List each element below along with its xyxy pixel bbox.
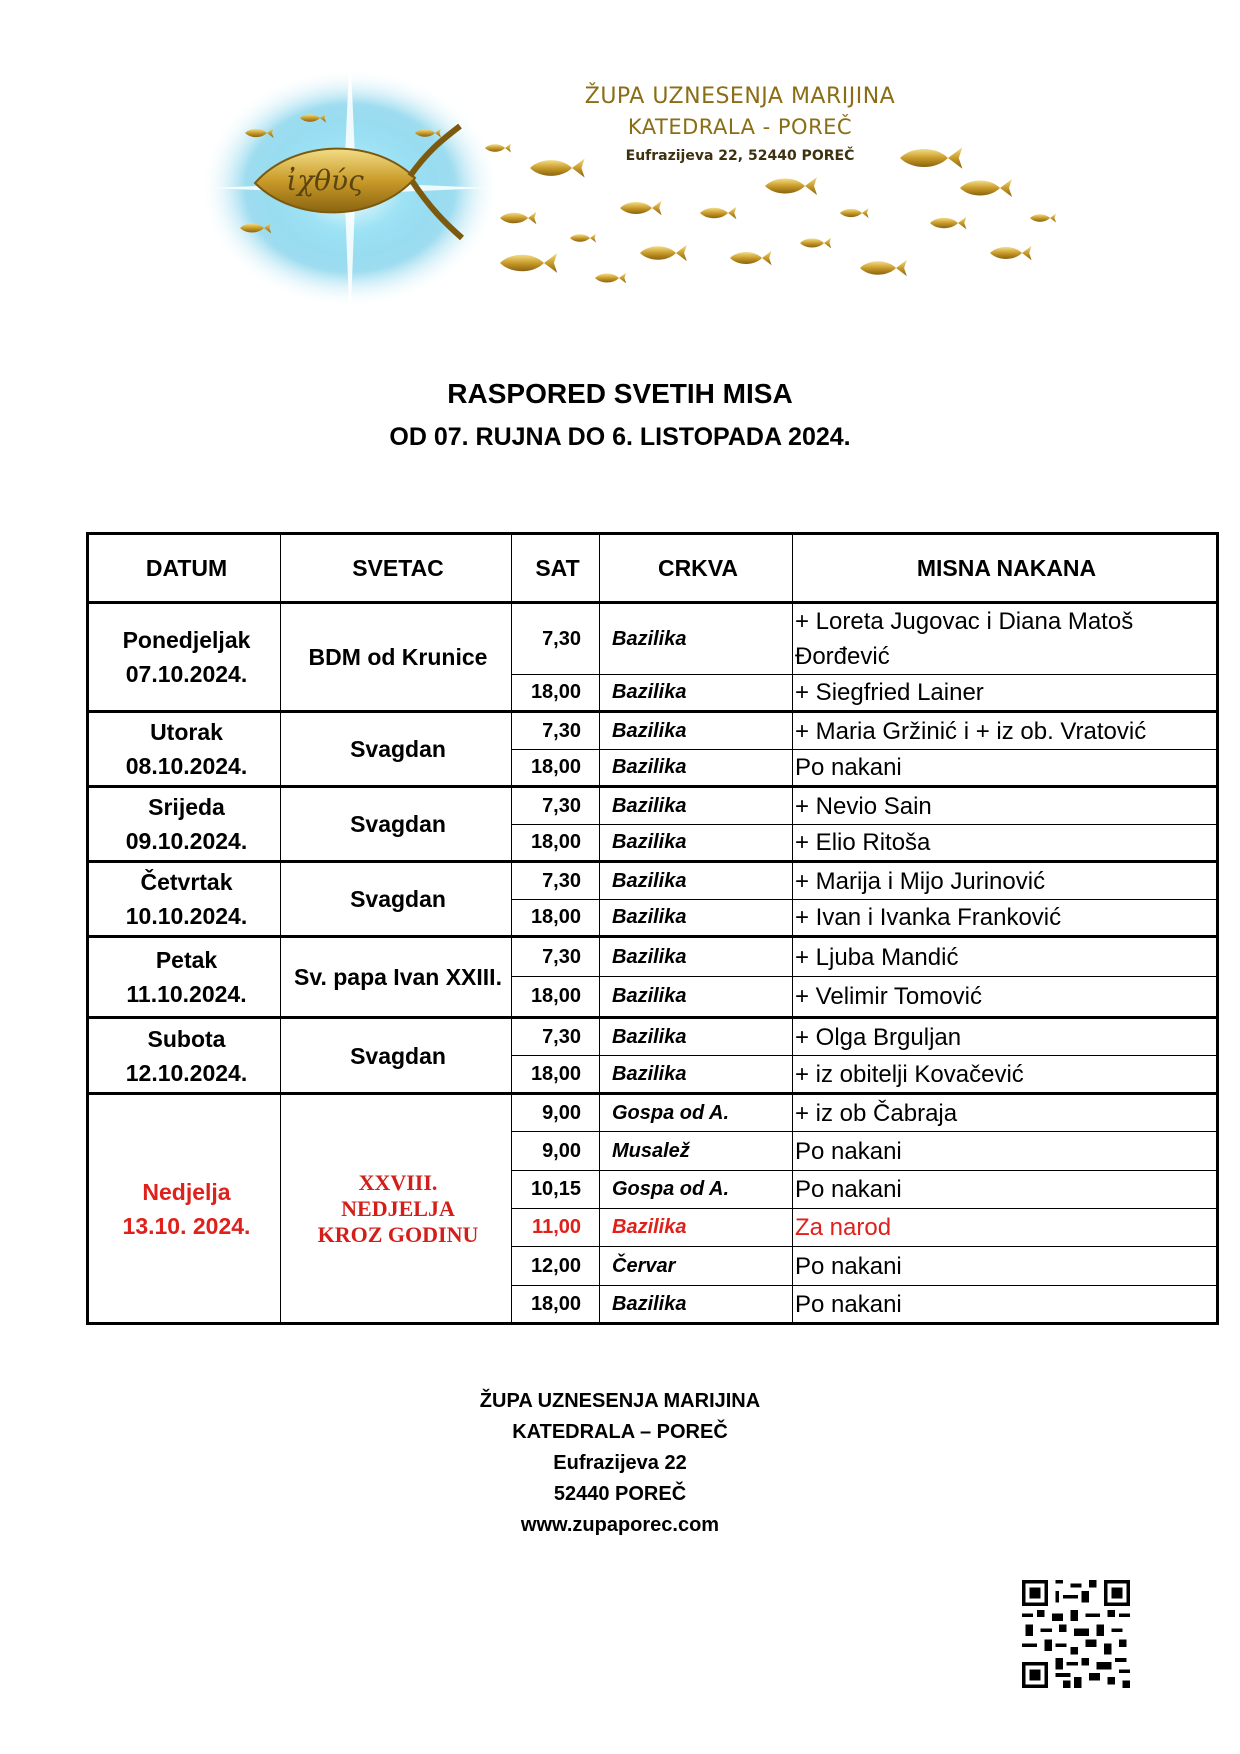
- church-cell: Bazilika: [600, 1209, 793, 1247]
- date-value: 12.10.2024.: [125, 1059, 248, 1086]
- footer-address: [0, 1386, 1240, 1541]
- table-row: [88, 937, 1218, 977]
- date-cell: [88, 1018, 281, 1094]
- intention-cell: + Siegfried Lainer: [793, 675, 1218, 712]
- table-header-row: [88, 534, 1218, 603]
- church-cell: Bazilika: [600, 900, 793, 937]
- time-cell: 18,00: [512, 1286, 600, 1324]
- table-row: [88, 1018, 1218, 1056]
- col-header-sat: SAT: [512, 534, 600, 603]
- date-value: 09.10.2024.: [125, 828, 248, 854]
- day-name: Petak: [155, 947, 218, 973]
- church-cell: Musalež: [600, 1132, 793, 1171]
- intention-cell: + Loreta Jugovac i Diana Matoš Đorđević: [793, 603, 1218, 675]
- org-address: Eufrazijeva 22, 52440 POREČ: [625, 148, 855, 164]
- time-cell: 7,30: [512, 1018, 600, 1056]
- intention-cell: Po nakani: [793, 1171, 1218, 1209]
- day-name: Srijeda: [148, 794, 225, 820]
- col-header-crkva: CRKVA: [600, 534, 793, 603]
- svg-text:ἰχθύς: ἰχθύς: [286, 164, 364, 197]
- intention-cell: Po nakani: [793, 750, 1218, 787]
- time-cell: 11,00: [512, 1209, 600, 1247]
- time-cell: 7,30: [512, 862, 600, 900]
- church-cell: Bazilika: [600, 787, 793, 825]
- col-header-datum: DATUM: [88, 534, 281, 603]
- table-row: [88, 862, 1218, 900]
- intention-cell: + iz obitelji Kovačević: [793, 1056, 1218, 1094]
- page-title: RASPORED SVETIH MISA: [447, 378, 793, 409]
- time-cell: 10,15: [512, 1171, 600, 1209]
- saint-line: NEDJELJA: [341, 1195, 455, 1221]
- day-name: Ponedjeljak: [122, 627, 251, 653]
- church-cell: Bazilika: [600, 977, 793, 1018]
- saint-line: KROZ GODINU: [317, 1221, 479, 1247]
- time-cell: 12,00: [512, 1247, 600, 1286]
- date-value: 13.10. 2024.: [122, 1212, 251, 1239]
- col-header-nakana: MISNA NAKANA: [793, 534, 1218, 603]
- day-name: Utorak: [150, 719, 223, 745]
- date-cell: [88, 712, 281, 787]
- footer-line: 52440 POREČ: [553, 1483, 687, 1505]
- church-cell: Bazilika: [600, 675, 793, 712]
- time-cell: 7,30: [512, 787, 600, 825]
- time-cell: 18,00: [512, 675, 600, 712]
- date-cell: [88, 787, 281, 862]
- intention-cell: + Nevio Sain: [793, 787, 1218, 825]
- table-row: [88, 1094, 1218, 1132]
- table-row: [88, 787, 1218, 825]
- church-cell: Gospa od A.: [600, 1094, 793, 1132]
- date-value: 07.10.2024.: [125, 661, 248, 687]
- church-cell: Bazilika: [600, 750, 793, 787]
- saint-cell: BDM od Krunice: [281, 603, 512, 712]
- church-cell: Červar: [600, 1247, 793, 1286]
- date-cell: [88, 937, 281, 1018]
- date-value: 08.10.2024.: [125, 753, 248, 779]
- time-cell: 9,00: [512, 1094, 600, 1132]
- website-link[interactable]: www.zupaporec.com: [520, 1514, 720, 1536]
- time-cell: 9,00: [512, 1132, 600, 1171]
- time-cell: 18,00: [512, 900, 600, 937]
- time-cell: 18,00: [512, 1056, 600, 1094]
- church-cell: Gospa od A.: [600, 1171, 793, 1209]
- intention-cell: + Maria Gržinić i + iz ob. Vratović: [793, 712, 1218, 750]
- col-header-svetac: SVETAC: [281, 534, 512, 603]
- time-cell: 18,00: [512, 750, 600, 787]
- intention-cell: + Elio Ritoša: [793, 825, 1218, 862]
- saint-line: XXVIII.: [358, 1169, 438, 1195]
- org-line2: KATEDRALA - POREČ: [627, 115, 853, 139]
- intention-cell: + Marija i Mijo Jurinović: [793, 862, 1218, 900]
- saint-cell: Svagdan: [281, 787, 512, 862]
- time-cell: 18,00: [512, 825, 600, 862]
- footer-line: Eufrazijeva 22: [553, 1452, 687, 1474]
- table-row: [88, 712, 1218, 750]
- intention-cell: + Ivan i Ivanka Franković: [793, 900, 1218, 937]
- intention-cell: Po nakani: [793, 1132, 1218, 1171]
- date-value: 10.10.2024.: [125, 903, 248, 929]
- saint-cell: Svagdan: [281, 712, 512, 787]
- church-cell: Bazilika: [600, 1018, 793, 1056]
- time-cell: 18,00: [512, 977, 600, 1018]
- church-cell: Bazilika: [600, 862, 793, 900]
- intention-cell: + Ljuba Mandić: [793, 937, 1218, 977]
- date-cell: [88, 862, 281, 937]
- time-cell: 7,30: [512, 937, 600, 977]
- intention-cell: + Olga Brguljan: [793, 1018, 1218, 1056]
- footer-line: ŽUPA UZNESENJA MARIJINA: [479, 1390, 761, 1412]
- mass-schedule-table: [86, 532, 1219, 1325]
- intention-cell: Po nakani: [793, 1247, 1218, 1286]
- intention-cell: + iz ob Čabraja: [793, 1094, 1218, 1132]
- time-cell: 7,30: [512, 712, 600, 750]
- church-cell: Bazilika: [600, 937, 793, 977]
- church-cell: Bazilika: [600, 712, 793, 750]
- org-line1: ŽUPA UZNESENJA MARIJINA: [584, 84, 896, 109]
- church-cell: Bazilika: [600, 825, 793, 862]
- date-cell: [88, 603, 281, 712]
- church-cell: Bazilika: [600, 603, 793, 675]
- church-cell: Bazilika: [600, 1056, 793, 1094]
- day-name: Četvrtak: [140, 869, 233, 895]
- church-cell: Bazilika: [600, 1286, 793, 1324]
- saint-cell: Sv. papa Ivan XXIII.: [281, 937, 512, 1018]
- saint-cell: Svagdan: [281, 1018, 512, 1094]
- saint-cell: Svagdan: [281, 862, 512, 937]
- footer-line: KATEDRALA – POREČ: [512, 1421, 728, 1443]
- qr-code-icon[interactable]: [1022, 1580, 1130, 1688]
- page-subtitle: OD 07. RUJNA DO 6. LISTOPADA 2024.: [389, 423, 851, 451]
- date-cell: [88, 1094, 281, 1324]
- day-name: Subota: [147, 1025, 226, 1052]
- date-value: 11.10.2024.: [126, 981, 247, 1007]
- table-row: [88, 603, 1218, 675]
- intention-cell: Za narod: [793, 1209, 1218, 1247]
- saint-cell: [281, 1094, 512, 1324]
- day-name: Nedjelja: [142, 1178, 231, 1205]
- time-cell: 7,30: [512, 603, 600, 675]
- intention-cell: + Velimir Tomović: [793, 977, 1218, 1018]
- intention-cell: Po nakani: [793, 1286, 1218, 1324]
- parish-header: [540, 82, 940, 164]
